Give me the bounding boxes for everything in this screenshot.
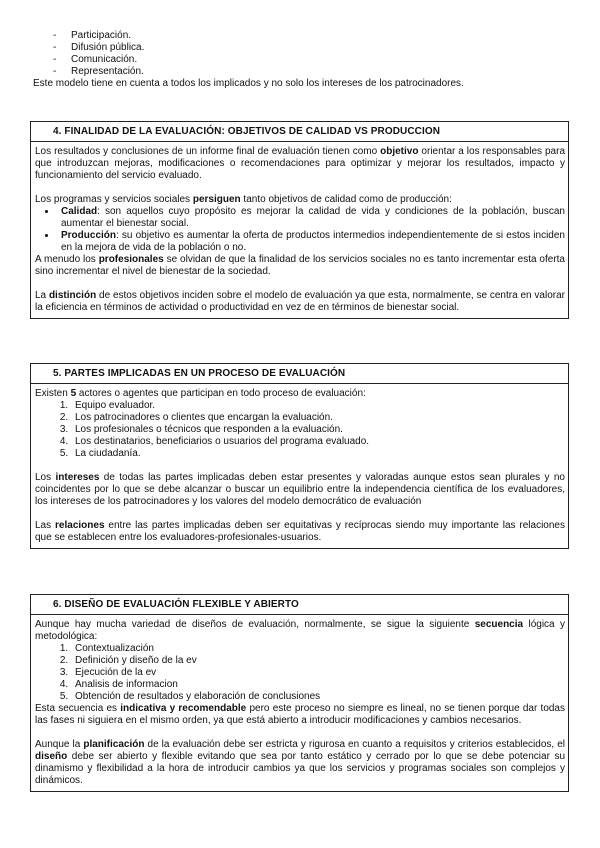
list-item: - Participación. [53, 30, 565, 42]
section-5-body [31, 384, 568, 548]
paragraph: Aunque hay mucha variedad de diseños de evaluación, normalmente, se sigue la siguiente secuencia lógica y metodológica: [35, 619, 565, 642]
paragraph: La distinción de estos objetivos inciden sobre el modelo de evaluación ya que esta, normalmente, se centra en valorar la eficiencia en términos de actividad o productividad en vez de en términos de bienestar social. [35, 290, 565, 313]
list-item: - Representación. [53, 66, 565, 78]
paragraph: Esta secuencia es indicativa y recomendable pero este proceso no siempre es lineal, no se tienen porque dar todas las fases ni siguiera en el mismo orden, ya que está abierto a introducir modificaciones y cambios necesarios. [35, 703, 565, 726]
paragraph: Los intereses de todas las partes implicadas deben estar presentes y valoradas aunque estos sean plurales y no coincidentes por lo que se debe alcanzar o buscar un equilibrio entre la independencia científica de los evaluadores, los intereses de los patrocinadores y los valores del modelo democrático de evaluación [35, 472, 565, 507]
list-item: 5. La ciudadanía. [71, 448, 565, 460]
list-item: 1. Equipo evaluador. [71, 400, 565, 412]
list-item: - Comunicación. [53, 54, 565, 66]
section-5 [30, 363, 569, 549]
list-item: 3. Ejecución de la ev [71, 667, 565, 679]
paragraph: Las relaciones entre las partes implicadas deben ser equitativas y recíprocas siendo muy importante las relaciones que se establecen entre los evaluadores-profesionales-usuarios. [35, 520, 565, 543]
section-5-title: 5. PARTES IMPLICADAS EN UN PROCESO DE EVALUACIÓN [31, 364, 568, 384]
paragraph: Aunque la planificación de la evaluación debe ser estricta y rigurosa en cuanto a requisitos y criterios establecidos, el diseño debe ser abierto y flexible evitando que sea por tanto estático y cerrado por lo que se debe potenciar su dinamismo y flexibilidad a la hora de introducir cambios ya que los servicios y programas sociales son complejos y dinámicos. [35, 739, 565, 786]
list-item: • Producción: su objetivo es aumentar la oferta de productos intermedios independientemente de si estos inciden en la mejora de vida de la población o no. [57, 230, 565, 254]
list-item: 4. Analisis de informacion [71, 679, 565, 691]
list-item: 1. Contextualización [71, 643, 565, 655]
list-item: - Difusión pública. [53, 42, 565, 54]
paragraph: Los programas y servicios sociales persiguen tanto objetivos de calidad como de producción: [35, 194, 452, 205]
list-item: • Calidad: son aquellos cuyo propósito es mejorar la calidad de vida y condiciones de la población, buscan aumentar el bienestar social. [57, 206, 565, 230]
intro-section [33, 30, 565, 90]
list-item: 3. Los profesionales o técnicos que responden a la evaluación. [71, 424, 565, 436]
section-4-body [31, 142, 568, 318]
sequence-list [35, 643, 565, 703]
objectives-list [35, 206, 565, 254]
paragraph: A menudo los profesionales se olvidan de que la finalidad de los servicios sociales no es tanto incrementar esta oferta sino incrementar el nivel de bienestar de la sociedad. [35, 254, 565, 277]
intro-closing: Este modelo tiene en cuenta a todos los implicados y no solo los intereses de los patrocinadores. [33, 78, 464, 89]
section-4 [30, 121, 569, 319]
section-4-title: 4. FINALIDAD DE LA EVALUACIÓN: OBJETIVOS DE CALIDAD VS PRODUCCION [31, 122, 568, 142]
list-item: 2. Los patrocinadores o clientes que encargan la evaluación. [71, 412, 565, 424]
participation-list [33, 30, 565, 78]
paragraph: Existen 5 actores o agentes que participan en todo proceso de evaluación: [35, 388, 366, 399]
section-6 [30, 594, 569, 792]
list-item: 2. Definición y diseño de la ev [71, 655, 565, 667]
list-item: 4. Los destinatarios, beneficiarios o usuarios del programa evaluado. [71, 436, 565, 448]
actors-list [35, 400, 565, 460]
paragraph: Los resultados y conclusiones de un informe final de evaluación tienen como objetivo orientar a los responsables para que introduzcan mejoras, modificaciones o recomendaciones para optimizar y mejorar los resultados, impacto y funcionamiento del servicio evaluado. [35, 146, 566, 181]
section-6-title: 6. DISEÑO DE EVALUACIÓN FLEXIBLE Y ABIERTO [31, 595, 568, 615]
list-item: 5. Obtención de resultados y elaboración de conclusiones [71, 691, 565, 703]
section-6-body [31, 615, 568, 791]
